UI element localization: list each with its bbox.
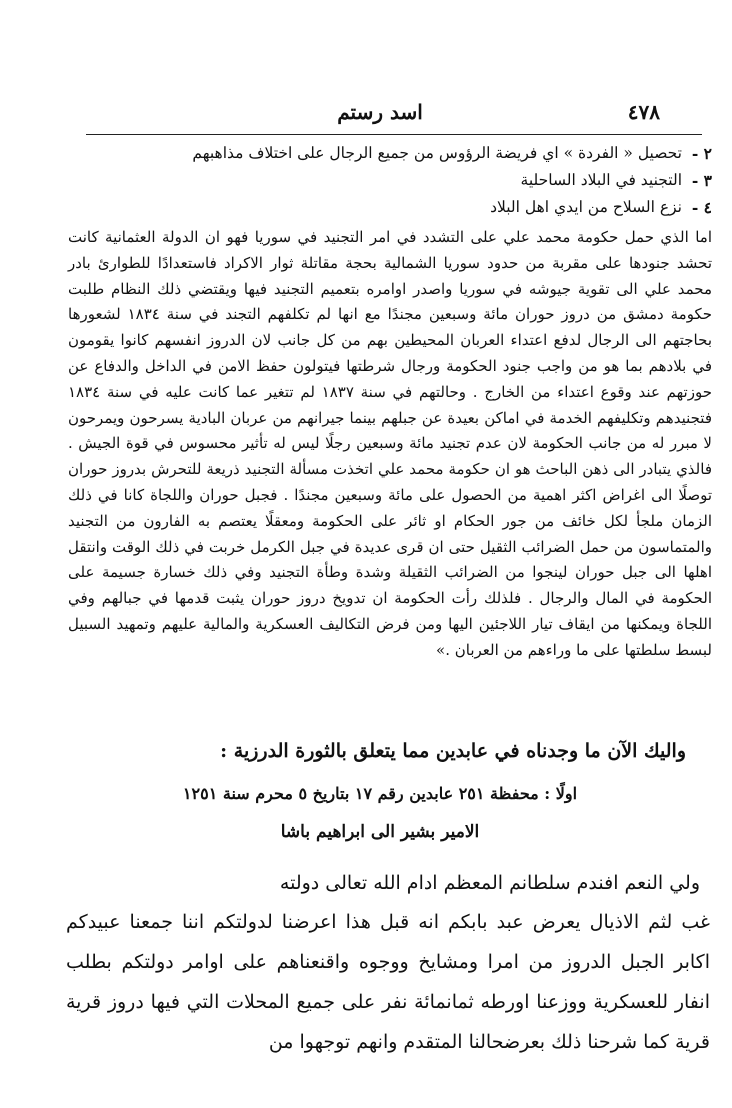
- body-text: [68, 140, 712, 664]
- list-item: [68, 167, 712, 194]
- letter-text: [66, 864, 710, 1062]
- letter-body: غب لثم الاذيال يعرض عبد بابكم انه قبل هذا اعرضنا لدولتكم اننا جمعنا عبيدكم اكابر الجبل الدروز من امرا ومشايخ ووجوه واقنعناهم على اوامر دولتكم بطلب انفار للعسكرية ووزعنا اورطه ثمانمائة نفر على جميع المحلات التي فيها دروز قرية قرية كما شرحنا ذلك بعرضحالنا المتقدم وانهم توجهوا من: [66, 911, 710, 1053]
- list-number: ٣ -: [691, 171, 712, 190]
- list-number: ٤ -: [691, 198, 712, 217]
- letter-salutation: ولي النعم افندم سلطانم المعظم ادام الله تعالى دولته: [279, 872, 700, 894]
- page-number: ٤٧٨: [627, 100, 660, 124]
- page-header: [60, 96, 700, 136]
- list-number: ٢ -: [691, 144, 712, 163]
- list-item: [68, 140, 712, 167]
- list-text: نزع السلاح من ايدي اهل البلاد: [490, 198, 682, 216]
- header-rule: [86, 134, 702, 135]
- document-title: الامير بشير الى ابراهيم باشا: [280, 822, 480, 842]
- running-head: اسد رستم: [337, 100, 423, 124]
- main-paragraph: اما الذي حمل حكومة محمد علي على التشدد في امر التجنيد في سوريا فهو ان الدولة العثمانية كانت تحشد جنودها على مقربة من حدود سوريا الشمالية بحجة مقاتلة ثوار الاكراد فاستعدادًا للطوارئ بادر محمد علي الى تقوية جيوشه في سوريا واصدر اوامره بتعميم التجنيد فيها ويقتضي ذلك النظام طلبت حكومة دمشق من دروز حوران مائة وسبعين مجندًا مع انها لم تكلفهم التجند في سنة ١٨٣٤ لشعورها بحاجتهم الى الرجال لدفع اعتداء العربان المحيطين بهم من كل جانب لان الدروز انفسهم كانوا يقومون في بلادهم بما هو من واجب جنود الحكومة ورجال شرطتها فيتولون حفظ الامن في الداخل والدفاع عن حوزتهم عند وقوع اعتداء من الخارج . وحالتهم في سنة ١٨٣٧ لم تتغير عما كانت عليه في سنة ١٨٣٤ فتجنيدهم وتكليفهم الخدمة في اماكن بعيدة عن جبلهم بينما جيرانهم من عربان البادية يسرحون ويمرحون لا مبرر له من جانب الحكومة لان عدم تجنيد مائة وسبعين رجلًا ليس له تأثير محسوس في قوة الجيش . فالذي يتبادر الى ذهن الباحث هو ان حكومة محمد علي اتخذت مسألة التجنيد ذريعة للتحرش بدروز حوران توصلًا الى اغراض اكثر اهمية من الحصول على مائة وسبعين مجندًا . فجبل حوران واللجاة كانا في ذلك الزمان ملجأ لكل خائف من جور الحكام او ثائر على الحكومة ومعقلًا يعتصم به الفارون من التجنيد والمتماسون من حمل الضرائب الثقيل حتى ان قرى عديدة في جبل الكرمل خربت في ذلك الوقت وانتقل اهلها الى جبل حوران لينجوا من الضرائب الثقيلة وشدة وطأة التجنيد وفي ذلك خسارة جسيمة على الحكومة في المال والرجال . فلذلك رأت الحكومة ان تدويخ دروز حوران يثبت قدمها في جبالهم وفي اللجاة ويمكنها من ايقاف تيار اللاجئين اليها ومن فرض التكاليف العسكرية والمالية عليهم وتمهيد السبيل لبسط سلطتها على ما وراءهم من العربان .»: [68, 228, 712, 659]
- document-reference: اولًا : محفظة ٢٥١ عابدين رقم ١٧ بتاريخ ٥ محرم سنة ١٢٥١: [182, 784, 578, 803]
- numbered-list: [68, 140, 712, 221]
- intro-line: واليك الآن ما وجدناه في عابدين مما يتعلق بالثورة الدرزية :: [220, 740, 686, 762]
- list-item: [68, 194, 712, 221]
- list-text: تحصيل « الفردة » اي فريضة الرؤوس من جميع الرجال على اختلاف مذاهبهم: [192, 144, 682, 162]
- list-text: التجنيد في البلاد الساحلية: [520, 171, 682, 189]
